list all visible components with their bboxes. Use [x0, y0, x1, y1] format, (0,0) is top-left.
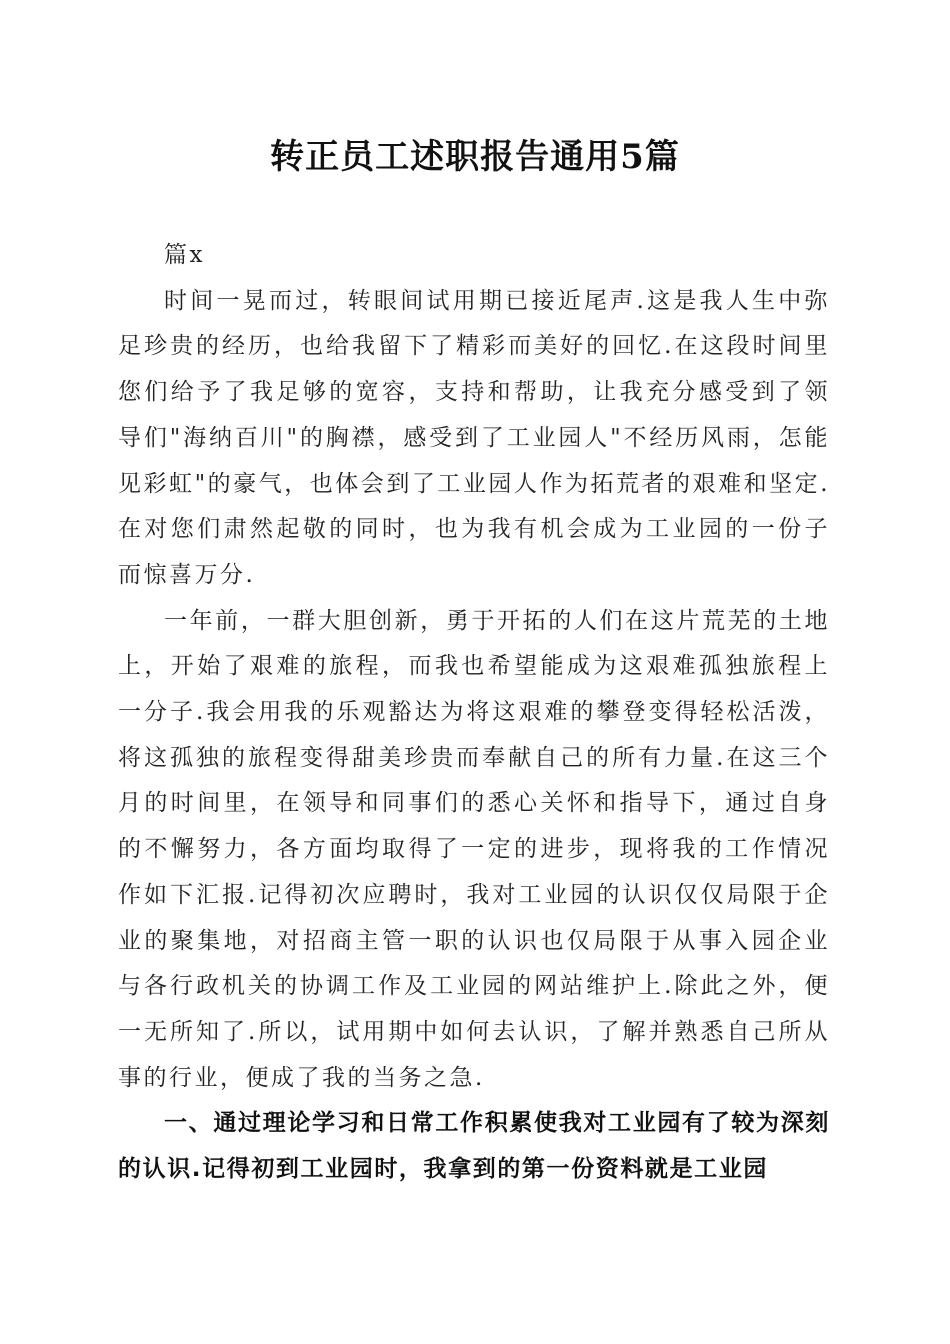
section-label: 篇x — [164, 242, 205, 268]
document-body — [118, 233, 830, 1193]
paragraph: 一年前，一群大胆创新，勇于开拓的人们在这片荒芜的土地上，开始了艰难的旅程，而我也希望能成为这艰难孤独旅程上一分子.我会用我的乐观豁达为将这艰难的攀登变得轻松活泼，将这孤独的旅程变得甜美珍贵而奉献自己的所有力量.在这三个月的时间里，在领导和同事们的悉心关怀和指导下，通过自身的不懈努力，各方面均取得了一定的进步，现将我的工作情况作如下汇报.记得初次应聘时，我对工业园的认识仅仅局限于企业的聚集地，对招商主管一职的认识也仅局限于从事入园企业与各行政机关的协调工作及工业园的网站维护上.除此之外，便一无所知了.所以，试用期中如何去认识，了解并熟悉自己所从事的行业，便成了我的当务之急. — [118, 607, 830, 1091]
document-title: 转正员工述职报告通用5篇 — [270, 137, 680, 177]
paragraph: 时间一晃而过，转眼间试用期已接近尾声.这是我人生中弥足珍贵的经历，也给我留下了精彩而美好的回忆.在这段时间里您们给予了我足够的宽容，支持和帮助，让我充分感受到了领导们"海纳百川"的胸襟，感受到了工业园人"不经历风雨，怎能见彩虹"的豪气，也体会到了工业园人作为拓荒者的艰难和坚定.在对您们肃然起敬的同时，也为我有机会成为工业园的一份子而惊喜万分. — [118, 287, 830, 588]
section-heading-paragraph: 一、通过理论学习和日常工作积累使我对工业园有了较为深刻的认识.记得初到工业园时，我拿到的第一份资料就是工业园 — [118, 1110, 830, 1183]
